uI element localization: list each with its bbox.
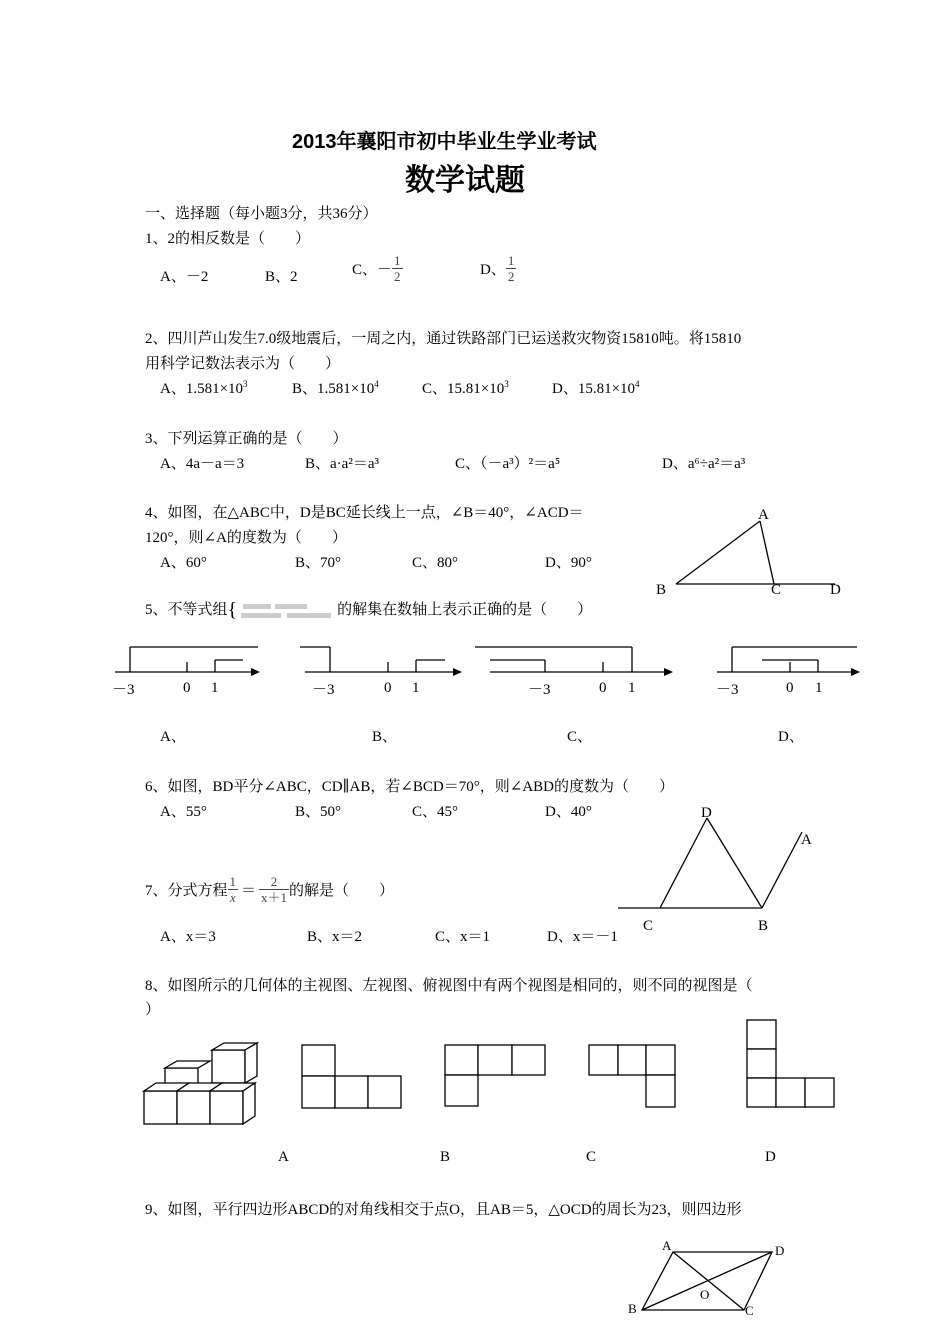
- point-label-d: D: [701, 805, 712, 821]
- tick-label: 1: [412, 680, 420, 696]
- q1-option-c: [352, 253, 403, 284]
- view-label-a: A: [278, 1149, 289, 1165]
- q9-stem-line1: 9、如图，平行四边形ABCD的对角线相交于点O，且AB＝5，△OCD的周长为23，则四边形: [145, 1202, 742, 1218]
- tick-label: －3: [716, 682, 739, 698]
- segment-ac: [760, 521, 774, 584]
- q8-stem-line1: 8、如图所示的几何体的主视图、左视图、俯视图中有两个视图是相同的，则不同的视图是（: [145, 978, 753, 994]
- q5-stem-prefix: 5、不等式组: [145, 602, 228, 618]
- exam-title: 2013年襄阳市初中毕业生学业考试: [292, 131, 597, 153]
- q1-option-d: [480, 253, 516, 284]
- q7-stem-prefix: 7、分式方程: [145, 883, 228, 899]
- exponent: 3: [243, 379, 248, 389]
- equals-sign: ＝: [241, 883, 257, 899]
- number-line-a: [110, 640, 270, 700]
- q5-option-c: C、: [567, 729, 593, 745]
- q9-parallelogram-figure: [625, 1235, 795, 1335]
- q1-stem: 1、2的相反数是（ ）: [145, 231, 311, 247]
- q2-option-d: [552, 377, 640, 398]
- q5-stem: [145, 598, 592, 623]
- view-a: [300, 1043, 405, 1111]
- point-label-a: A: [801, 832, 812, 848]
- q5-stem-suffix: 的解集在数轴上表示正确的是（ ）: [337, 602, 593, 618]
- q1-option-c-fraction: [392, 253, 403, 284]
- page-title: 数学试题: [405, 163, 525, 198]
- fraction-numerator: 1: [394, 253, 401, 268]
- fraction-numerator: 1: [229, 874, 237, 889]
- number-line-b: [300, 640, 470, 700]
- arrow-icon: [251, 668, 260, 676]
- q7-lhs-fraction: [228, 874, 239, 905]
- segment-db: [707, 818, 762, 908]
- fraction-denominator: x: [229, 890, 236, 905]
- q2-option-c: [422, 377, 509, 398]
- tick-label: 0: [599, 680, 607, 696]
- q1-option-d-prefix: D、: [480, 262, 506, 278]
- arrow-icon: [453, 668, 462, 676]
- q5-option-d: D、: [778, 729, 804, 745]
- point-label-o: O: [700, 1287, 710, 1302]
- exponent: 4: [374, 379, 379, 389]
- tick-label: －3: [112, 682, 135, 698]
- blurred-inequality-system: [237, 599, 337, 623]
- q7-stem-suffix: 的解是（ ）: [289, 883, 395, 899]
- point-label-d: D: [830, 582, 841, 598]
- q4-triangle-figure: [650, 500, 860, 600]
- point-label-c: C: [643, 918, 654, 934]
- q1-option-d-fraction: [506, 253, 517, 284]
- point-label-a: A: [662, 1238, 672, 1253]
- q3-option-a: A、4a－a＝3: [160, 456, 245, 472]
- q7-rhs-fraction: [259, 874, 289, 905]
- arrow-icon: [664, 668, 673, 676]
- q7-option-b: B、x＝2: [307, 929, 363, 945]
- fraction-numerator: 2: [259, 874, 289, 890]
- q6-stem: 6、如图，BD平分∠ABC，CD∥AB，若∠BCD＝70°，则∠ABD的度数为（ ）: [145, 779, 675, 795]
- section-heading: 一、选择题（每小题3分，共36分）: [145, 206, 378, 222]
- tick-label: －3: [528, 682, 551, 698]
- q8-solid-figure: [140, 1040, 265, 1130]
- q6-option-b: B、50°: [295, 804, 342, 820]
- view-label-c: C: [586, 1149, 597, 1165]
- q1-option-a: A、－2: [160, 269, 209, 285]
- tick-label: 1: [628, 680, 636, 696]
- q2-stem-line2: 用科学记数法表示为（ ）: [145, 356, 341, 372]
- q7-option-d: D、x＝－1: [547, 929, 618, 945]
- point-label-b: B: [656, 582, 667, 598]
- q1-option-c-prefix: C、－: [352, 262, 393, 278]
- view-c: [587, 1043, 682, 1111]
- q6-figure: [610, 800, 830, 940]
- q2-option-a-text: A、1.581×10: [160, 381, 244, 397]
- view-d: [745, 1018, 837, 1110]
- view-b: [444, 1043, 549, 1111]
- q3-option-d: D、a⁶÷a²＝a³: [662, 456, 746, 472]
- q4-stem-line1: 4、如图，在△ABC中，D是BC延长线上一点，∠B＝40°，∠ACD＝: [145, 505, 584, 521]
- q2-stem-line1: 2、四川芦山发生7.0级地震后，一周之内，通过铁路部门已运送救灾物资15810吨。将15810: [145, 331, 742, 347]
- point-label-c: C: [745, 1303, 754, 1318]
- tick-label: －3: [312, 682, 335, 698]
- fraction-denominator: 2: [394, 269, 401, 284]
- q2-option-b: [292, 377, 379, 398]
- q2-option-c-text: C、15.81×10: [422, 381, 505, 397]
- fraction-denominator: 2: [507, 269, 515, 284]
- q2-option-d-text: D、15.81×10: [552, 381, 636, 397]
- q1-option-b: B、2: [265, 269, 298, 285]
- segment-cd: [660, 818, 707, 908]
- q3-option-c: C、（－a³）²＝a⁵: [455, 456, 561, 472]
- point-label-b: B: [628, 1301, 637, 1316]
- view-label-b: B: [440, 1149, 451, 1165]
- tick-label: 1: [815, 680, 823, 696]
- q4-option-a: A、60°: [160, 555, 207, 571]
- q7-option-c: C、x＝1: [435, 929, 491, 945]
- q4-option-c: C、80°: [412, 555, 459, 571]
- q4-stem-line2: 120°，则∠A的度数为（ ）: [145, 530, 347, 546]
- arrow-icon: [851, 668, 860, 676]
- q6-option-a: A、55°: [160, 804, 207, 820]
- segment-ba: [762, 832, 802, 908]
- q7-option-a: A、x＝3: [160, 929, 216, 945]
- segment-ba: [676, 521, 760, 584]
- point-label-b: B: [758, 918, 769, 934]
- tick-label: 0: [786, 680, 794, 696]
- q3-option-b: B、a·a²＝a³: [305, 456, 379, 472]
- exponent: 4: [635, 379, 640, 389]
- view-label-d: D: [765, 1149, 776, 1165]
- q7-stem: [145, 874, 394, 905]
- system-brace: {: [227, 599, 238, 621]
- point-label-a: A: [758, 507, 769, 523]
- exponent: 3: [504, 379, 509, 389]
- q3-stem: 3、下列运算正确的是（ ）: [145, 431, 348, 447]
- q2-option-a: [160, 377, 248, 398]
- fraction-denominator: x＋1: [261, 890, 288, 905]
- q4-option-d: D、90°: [545, 555, 592, 571]
- q6-option-d: D、40°: [545, 804, 592, 820]
- q4-option-b: B、70°: [295, 555, 342, 571]
- tick-label: 1: [211, 680, 219, 696]
- q2-option-b-text: B、1.581×10: [292, 381, 375, 397]
- q5-option-a: A、: [160, 729, 186, 745]
- point-label-d: D: [775, 1243, 785, 1258]
- point-label-c: C: [771, 582, 782, 598]
- number-line-c: [470, 640, 680, 700]
- q6-option-c: C、45°: [412, 804, 459, 820]
- tick-label: 0: [183, 680, 191, 696]
- tick-label: 0: [384, 680, 392, 696]
- q8-stem-line2: ）: [145, 1002, 161, 1018]
- fraction-numerator: 1: [507, 253, 515, 268]
- q5-option-b: B、: [372, 729, 398, 745]
- number-line-d: [712, 640, 872, 700]
